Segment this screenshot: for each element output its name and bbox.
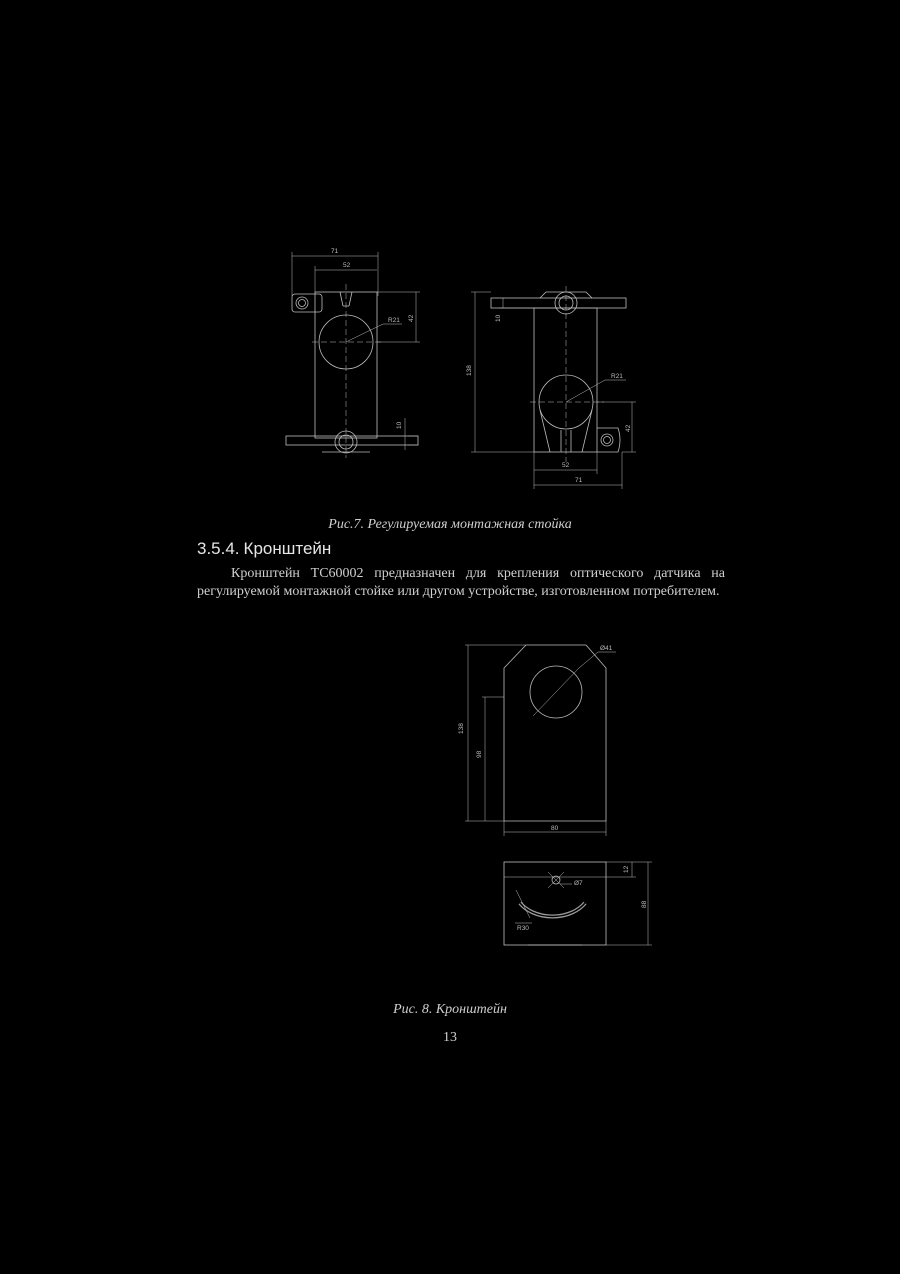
dim-138-right: 138	[466, 365, 473, 376]
dim-98-bracket: 98	[476, 750, 483, 758]
section-paragraph: Кронштейн ТС60002 предназначен для крепления оптического датчика на регулируемой монтажной стойке или другом устройстве, изготовленном потребителем.	[197, 566, 725, 599]
dim-71-right: 71	[575, 477, 583, 484]
dim-52-left: 52	[343, 262, 351, 269]
dim-r21-right: R21	[611, 373, 623, 380]
page-number: 13	[443, 1030, 457, 1045]
section-title: Кронштейн	[243, 539, 332, 558]
dim-r21-left: R21	[388, 317, 400, 324]
dim-52-right: 52	[562, 462, 570, 469]
dim-d7-bracket: Ø7	[574, 880, 583, 887]
figure-8-caption: Рис. 8. Кронштейн	[393, 1002, 507, 1017]
dim-88-bracket: 88	[641, 900, 648, 908]
figure-7-caption: Рис.7. Регулируемая монтажная стойка	[328, 517, 572, 532]
dim-r30-bracket: R30	[517, 925, 529, 932]
dim-10-left: 10	[396, 421, 403, 429]
section-heading	[197, 539, 331, 559]
dim-10-right: 10	[495, 314, 502, 322]
dim-d41: Ø41	[600, 645, 613, 652]
dim-138-bracket: 138	[458, 723, 465, 734]
section-number: 3.5.4.	[197, 539, 240, 558]
dim-71-left: 71	[331, 248, 339, 255]
bracket-top-view	[504, 862, 606, 945]
dim-80-bracket: 80	[551, 825, 559, 832]
dim-42-right: 42	[625, 424, 632, 432]
stand-right-view	[491, 292, 626, 452]
dim-42-left: 42	[408, 314, 415, 322]
bracket-front-view	[504, 645, 606, 821]
dim-12-bracket: 12	[623, 865, 630, 873]
